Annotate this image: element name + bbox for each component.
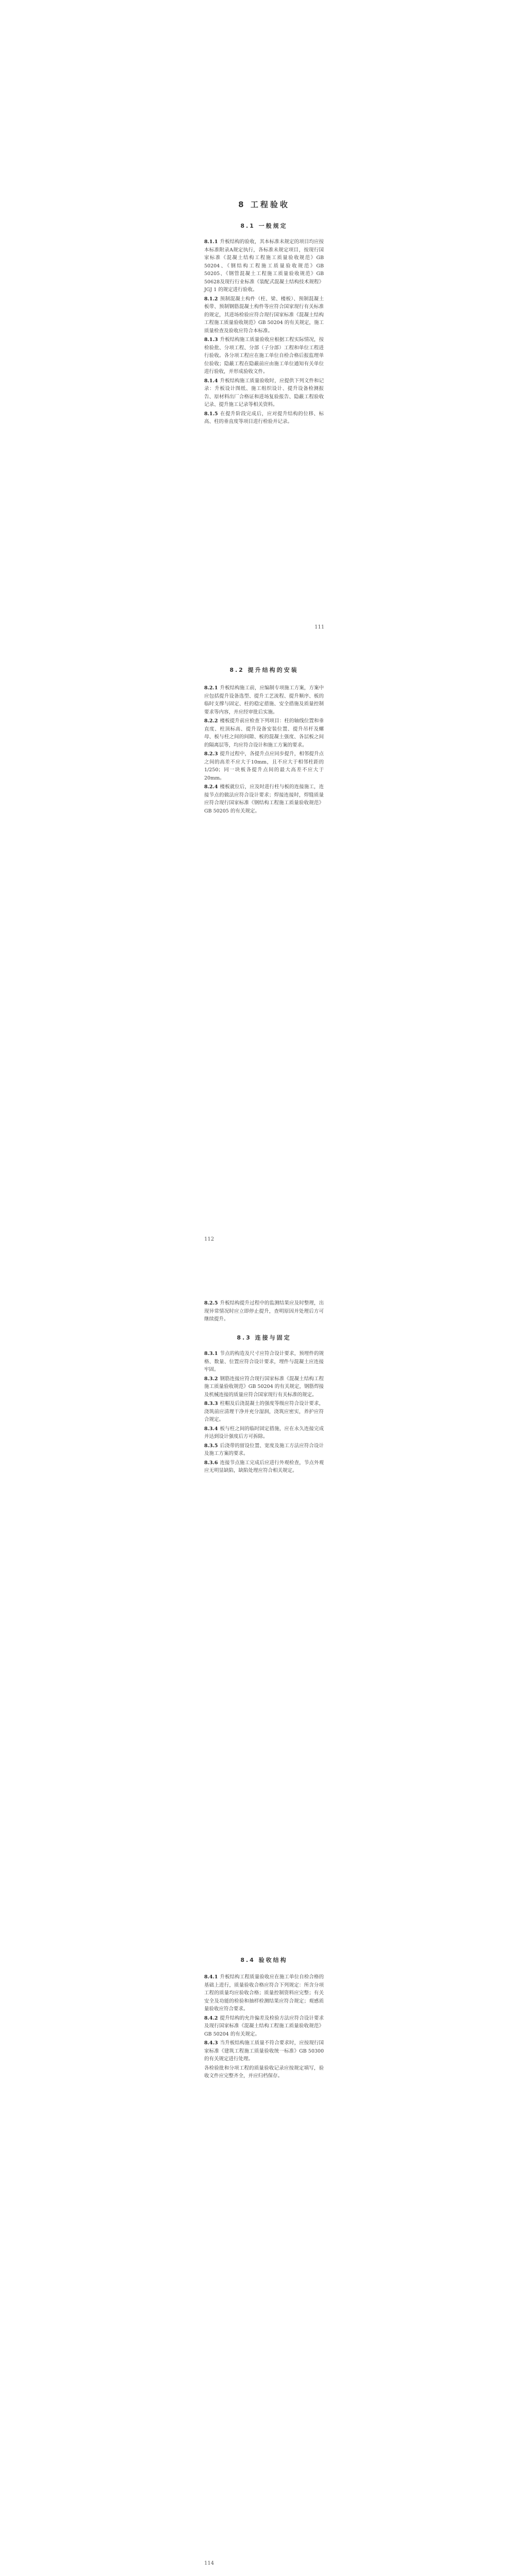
clause bbox=[204, 1375, 324, 1399]
clause-text: 当升板结构施工质量不符合要求时，应按现行国家标准《建筑工程施工质量验收统一标准》GB 50300 的有关规定进行处理。 bbox=[204, 2040, 324, 2062]
clause-number: 8.4.3 bbox=[204, 2040, 218, 2046]
clause-number: 8.1.3 bbox=[204, 337, 218, 343]
clause-text: 升板结构的验收，其本标准未规定的项目均应按本标准附录A规定执行，各标准未规定项目，按现行国家标准《混凝土结构工程施工质量验收规范》GB 50204、《钢结构工程施工质量验收规范》GB 50205、《钢管混凝土工程施工质量验收规范》GB 50628及现行行业标准《装配式混凝土结构技术规程》JGJ 1 的规定进行验收。 bbox=[204, 239, 324, 293]
clause-text: 后浇带的留设位置、宽度及施工方法应符合设计及施工方案的要求。 bbox=[204, 1443, 324, 1456]
clause-number: 8.2.3 bbox=[204, 751, 218, 757]
page-1 bbox=[0, 0, 528, 644]
clause-text: 连接节点施工完成后应进行外观检查，节点外观应无明显缺陷，缺陷处理应符合相关规定。 bbox=[204, 1460, 324, 1473]
clause-text: 楼板就位后，应及时进行柱与板的连接施工，连接节点的做法应符合设计要求；焊接连接时，焊缝质量应符合现行国家标准《钢结构工程施工质量验收规范》GB 50205 的有关规定。 bbox=[204, 784, 324, 814]
clause bbox=[204, 717, 324, 749]
clause bbox=[204, 2039, 324, 2063]
page-2 bbox=[0, 644, 528, 1288]
page-3 bbox=[0, 1288, 528, 1942]
clause-text: 提升结构的允许偏差及检验方法应符合设计要求及现行国家标准《混凝土结构工程施工质量验收规范》GB 50204 的有关规定。 bbox=[204, 2015, 324, 2037]
clause-text: 升板结构施工质量验收应根据工程实际情况，按检验批、分项工程、分部（子分部）工程和单位工程进行验收。各分项工程应在施工单位自检合格后报监理单位验收；隐蔽工程在隐蔽前应由施工单位通知有关单位进行验收，并形成验收文件。 bbox=[204, 337, 324, 375]
clause bbox=[204, 1350, 324, 1374]
clause-text: 升板结构工程质量验收应在施工单位自检合格的基础上进行，质量验收合格应符合下列规定：所含分项工程的质量均应验收合格；质量控制资料应完整；有关安全及功能的检验和抽样检测结果应符合规定；观感质量验收应符合要求。 bbox=[204, 1974, 324, 2012]
clause bbox=[204, 1442, 324, 1458]
page-number: 114 bbox=[204, 2561, 214, 2566]
page-4 bbox=[0, 1942, 528, 2576]
section-title-8-3: 8.3 连接与固定 bbox=[237, 1334, 291, 1341]
section-title-8-1: 8.1 一般规定 bbox=[240, 223, 288, 229]
clause-text: 板与柱之间的临时固定措施，应在永久连接完成并达到设计强度后方可拆除。 bbox=[204, 1426, 324, 1439]
clause-number: 8.2.4 bbox=[204, 784, 218, 790]
chapter-title: 8 工程验收 bbox=[238, 200, 290, 209]
clause-number: 8.3.4 bbox=[204, 1426, 218, 1432]
clause bbox=[204, 295, 324, 335]
lead-clause-block bbox=[204, 1299, 324, 1325]
clause bbox=[204, 336, 324, 376]
clause bbox=[204, 783, 324, 815]
clause-number: 8.2.5 bbox=[204, 1300, 218, 1306]
clause-number: 8.2.2 bbox=[204, 718, 218, 724]
clause-block-8-4 bbox=[204, 1973, 324, 2081]
clause-number: 8.1.5 bbox=[204, 411, 218, 417]
clause-number: 8.4.2 bbox=[204, 2015, 218, 2021]
clause bbox=[204, 410, 324, 426]
clause bbox=[204, 1425, 324, 1441]
section-title-8-4: 8.4 验收结构 bbox=[240, 1957, 288, 1963]
clause bbox=[204, 1299, 324, 1324]
clause bbox=[204, 377, 324, 409]
clause-number: 8.3.2 bbox=[204, 1376, 218, 1382]
clause-number: 8.3.6 bbox=[204, 1460, 218, 1466]
clause-text: 节点的构造及尺寸应符合设计要求，预埋件的规格、数量、位置应符合设计要求，埋件与混凝土应连接牢固。 bbox=[204, 1351, 324, 1372]
clause-number: 8.3.3 bbox=[204, 1401, 218, 1406]
page-number: 111 bbox=[315, 624, 325, 630]
clause bbox=[204, 2014, 324, 2039]
clause-number: 8.3.1 bbox=[204, 1351, 218, 1357]
clause-text: 在提升阶段完成后，应对提升结构的位移、标高、柱的垂直度等项目进行检验并记录。 bbox=[204, 411, 324, 425]
clause bbox=[204, 1400, 324, 1424]
clause-text: 升板结构施工质量验收时，应提供下列文件和记录：升板设计图纸、施工组织设计、提升设备检测报告、原材料出厂合格证和进场复验报告、隐蔽工程验收记录、提升施工记录等相关资料。 bbox=[204, 378, 324, 408]
clause-number: 8.1.1 bbox=[204, 239, 218, 245]
clause-text: 柱帽及后浇混凝土的强度等级应符合设计要求，浇筑前应清理干净并充分湿润，浇筑应密实，养护应符合规定。 bbox=[204, 1401, 324, 1422]
clause bbox=[204, 1973, 324, 2013]
page-number: 112 bbox=[204, 1236, 214, 1242]
clause-number: 8.4.1 bbox=[204, 1974, 218, 1980]
clause-number: 8.1.2 bbox=[204, 296, 218, 302]
clause bbox=[204, 684, 324, 716]
clause-text: 提升过程中，各提升点应同步提升，相邻提升点之间的高差不应大于10mm，且不应大于相邻柱距的1/250；同一块板各提升点间的最大高差不应大于20mm。 bbox=[204, 751, 324, 781]
clause-text: 升板结构施工前，应编制专项施工方案，方案中应包括提升设备选型、提升工艺流程、提升顺序、板的临时支撑与固定、柱的稳定措施、安全措施及质量控制要求等内容，并应经审批后实施。 bbox=[204, 685, 324, 715]
clause-text: 升板结构提升过程中的监测结果应及时整理，出现异常情况时应立即停止提升，查明原因并处理后方可继续提升。 bbox=[204, 1300, 324, 1322]
section-title-8-2: 8.2 提升结构的安装 bbox=[229, 667, 299, 673]
clause bbox=[204, 750, 324, 782]
clause bbox=[204, 1459, 324, 1475]
clause-number: 8.1.4 bbox=[204, 378, 218, 384]
clause-text: 钢筋连接应符合现行国家标准《混凝土结构工程施工质量验收规范》GB 50204 的有关规定，钢筋焊接及机械连接的质量应符合国家现行有关标准的规定。 bbox=[204, 1376, 324, 1398]
clause-block-8-1 bbox=[204, 238, 324, 427]
clause-number: 8.3.5 bbox=[204, 1443, 218, 1449]
clause-text: 楼板提升前应检查下列项目：柱的轴线位置和垂直度、柱顶标高、提升设备安装位置、提升吊杆及螺母、板与柱之间的间隙、板的混凝土强度、各层板之间的隔离层等，均应符合设计和施工方案的要求。 bbox=[204, 718, 324, 748]
clause-text: 预制混凝土构件（柱、梁、楼板）、预制混凝土板带、预制钢筋混凝土构件等应符合国家现行有关标准的规定，其进场检验应符合现行国家标准《混凝土结构工程施工质量验收规范》GB 50204 的有关规定，施工质量检查及验收应符合本标准。 bbox=[204, 296, 324, 334]
clause-block-8-2 bbox=[204, 684, 324, 816]
trailing-paragraph: 各检验批和分项工程的质量验收记录应按规定填写，验收文件应完整齐全，并应归档保存。 bbox=[204, 2065, 324, 2079]
clause-number: 8.2.1 bbox=[204, 685, 218, 691]
clause bbox=[204, 238, 324, 294]
clause-block-8-3 bbox=[204, 1350, 324, 1476]
